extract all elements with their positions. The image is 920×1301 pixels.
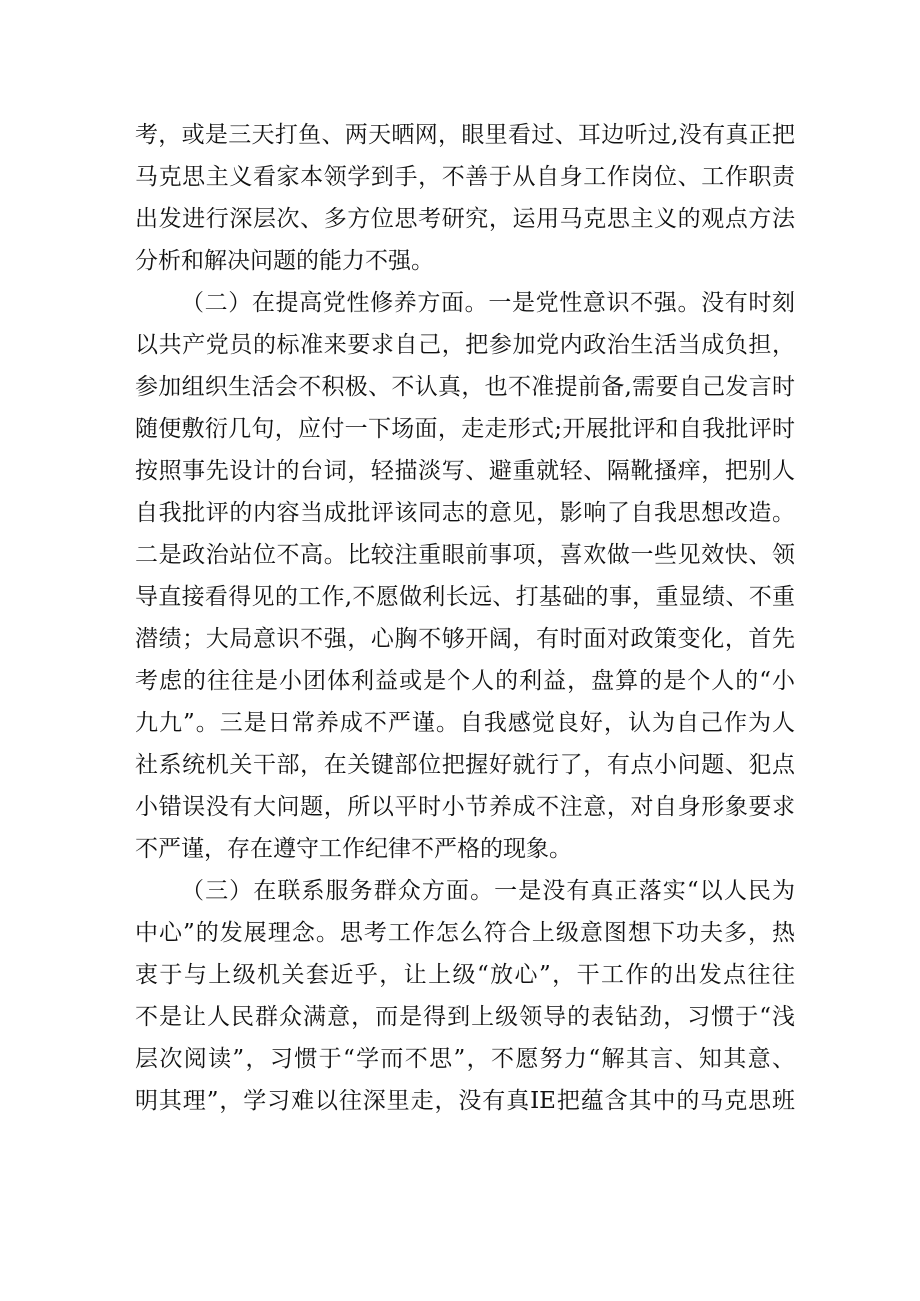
text-line: 明其理”，学习难以往深里走，没有真IE把蕴含其中的马克思班 (135, 1088, 795, 1114)
text-line: 层次阅读”，习惯于“学而不思”，不愿努力“解其言、知其意、 (135, 1046, 795, 1072)
text-line: 中心”的发展理念。思考工作怎么符合上级意图想下功夫多，热 (135, 920, 795, 946)
section-heading-line: （二）在提高党性修养方面。一是党性意识不强。没有时刻 (181, 290, 795, 316)
text-line: 不是让人民群众满意，而是得到上级领导的表钻劲，习惯于“浅 (135, 1004, 795, 1030)
document-body (135, 114, 795, 1122)
text-line: 小错误没有大问题，所以平时小节养成不注意，对自身形象要求 (135, 794, 795, 820)
text-line: 考，或是三天打鱼、两天晒网，眼里看过、耳边听过,没有真正把 (135, 122, 795, 148)
text-line: 分析和解决问题的能力不强。 (135, 248, 434, 274)
text-line: 参加组织生活会不积极、不认真，也不准提前备,需要自己发言时 (135, 374, 795, 400)
text-line: 九九”。三是日常养成不严谨。自我感觉良好，认为自己作为人 (135, 710, 795, 736)
text-line: 潜绩；大局意识不强，心胸不够开阔，有时面对政策变化，首先 (135, 626, 795, 652)
text-line: 考虑的往往是小团体利益或是个人的利益，盘算的是个人的“小 (135, 668, 795, 694)
text-line: 不严谨，存在遵守工作纪律不严格的现象。 (135, 836, 572, 862)
text-line: 马克思主义看家本领学到手，不善于从自身工作岗位、工作职责 (135, 164, 795, 190)
text-line: 二是政治站位不高。比较注重眼前事项，喜欢做一些见效快、领 (135, 542, 795, 568)
text-line: 按照事先设计的台词，轻描淡写、避重就轻、隔靴搔痒，把别人 (135, 458, 795, 484)
text-line: 社系统机关干部，在关键部位把握好就行了，有点小问题、犯点 (135, 752, 795, 778)
text-line: 出发进行深层次、多方位思考研究，运用马克思主义的观点方法 (135, 206, 795, 232)
text-line: 随便敷衍几句，应付一下场面，走走形式;开展批评和自我批评时 (135, 416, 795, 442)
text-line: 自我批评的内容当成批评该同志的意见，影响了自我思想改造。 (135, 500, 795, 526)
text-line: 以共产党员的标准来要求自己，把参加党内政治生活当成负担， (135, 332, 795, 358)
text-line: 导直接看得见的工作,不愿做利长远、打基础的事，重显绩、不重 (135, 584, 795, 610)
section-heading-line: （三）在联系服务群众方面。一是没有真正落实“以人民为 (181, 878, 795, 904)
text-line: 衷于与上级机关套近乎，让上级“放心”，干工作的出发点往往 (135, 962, 795, 988)
